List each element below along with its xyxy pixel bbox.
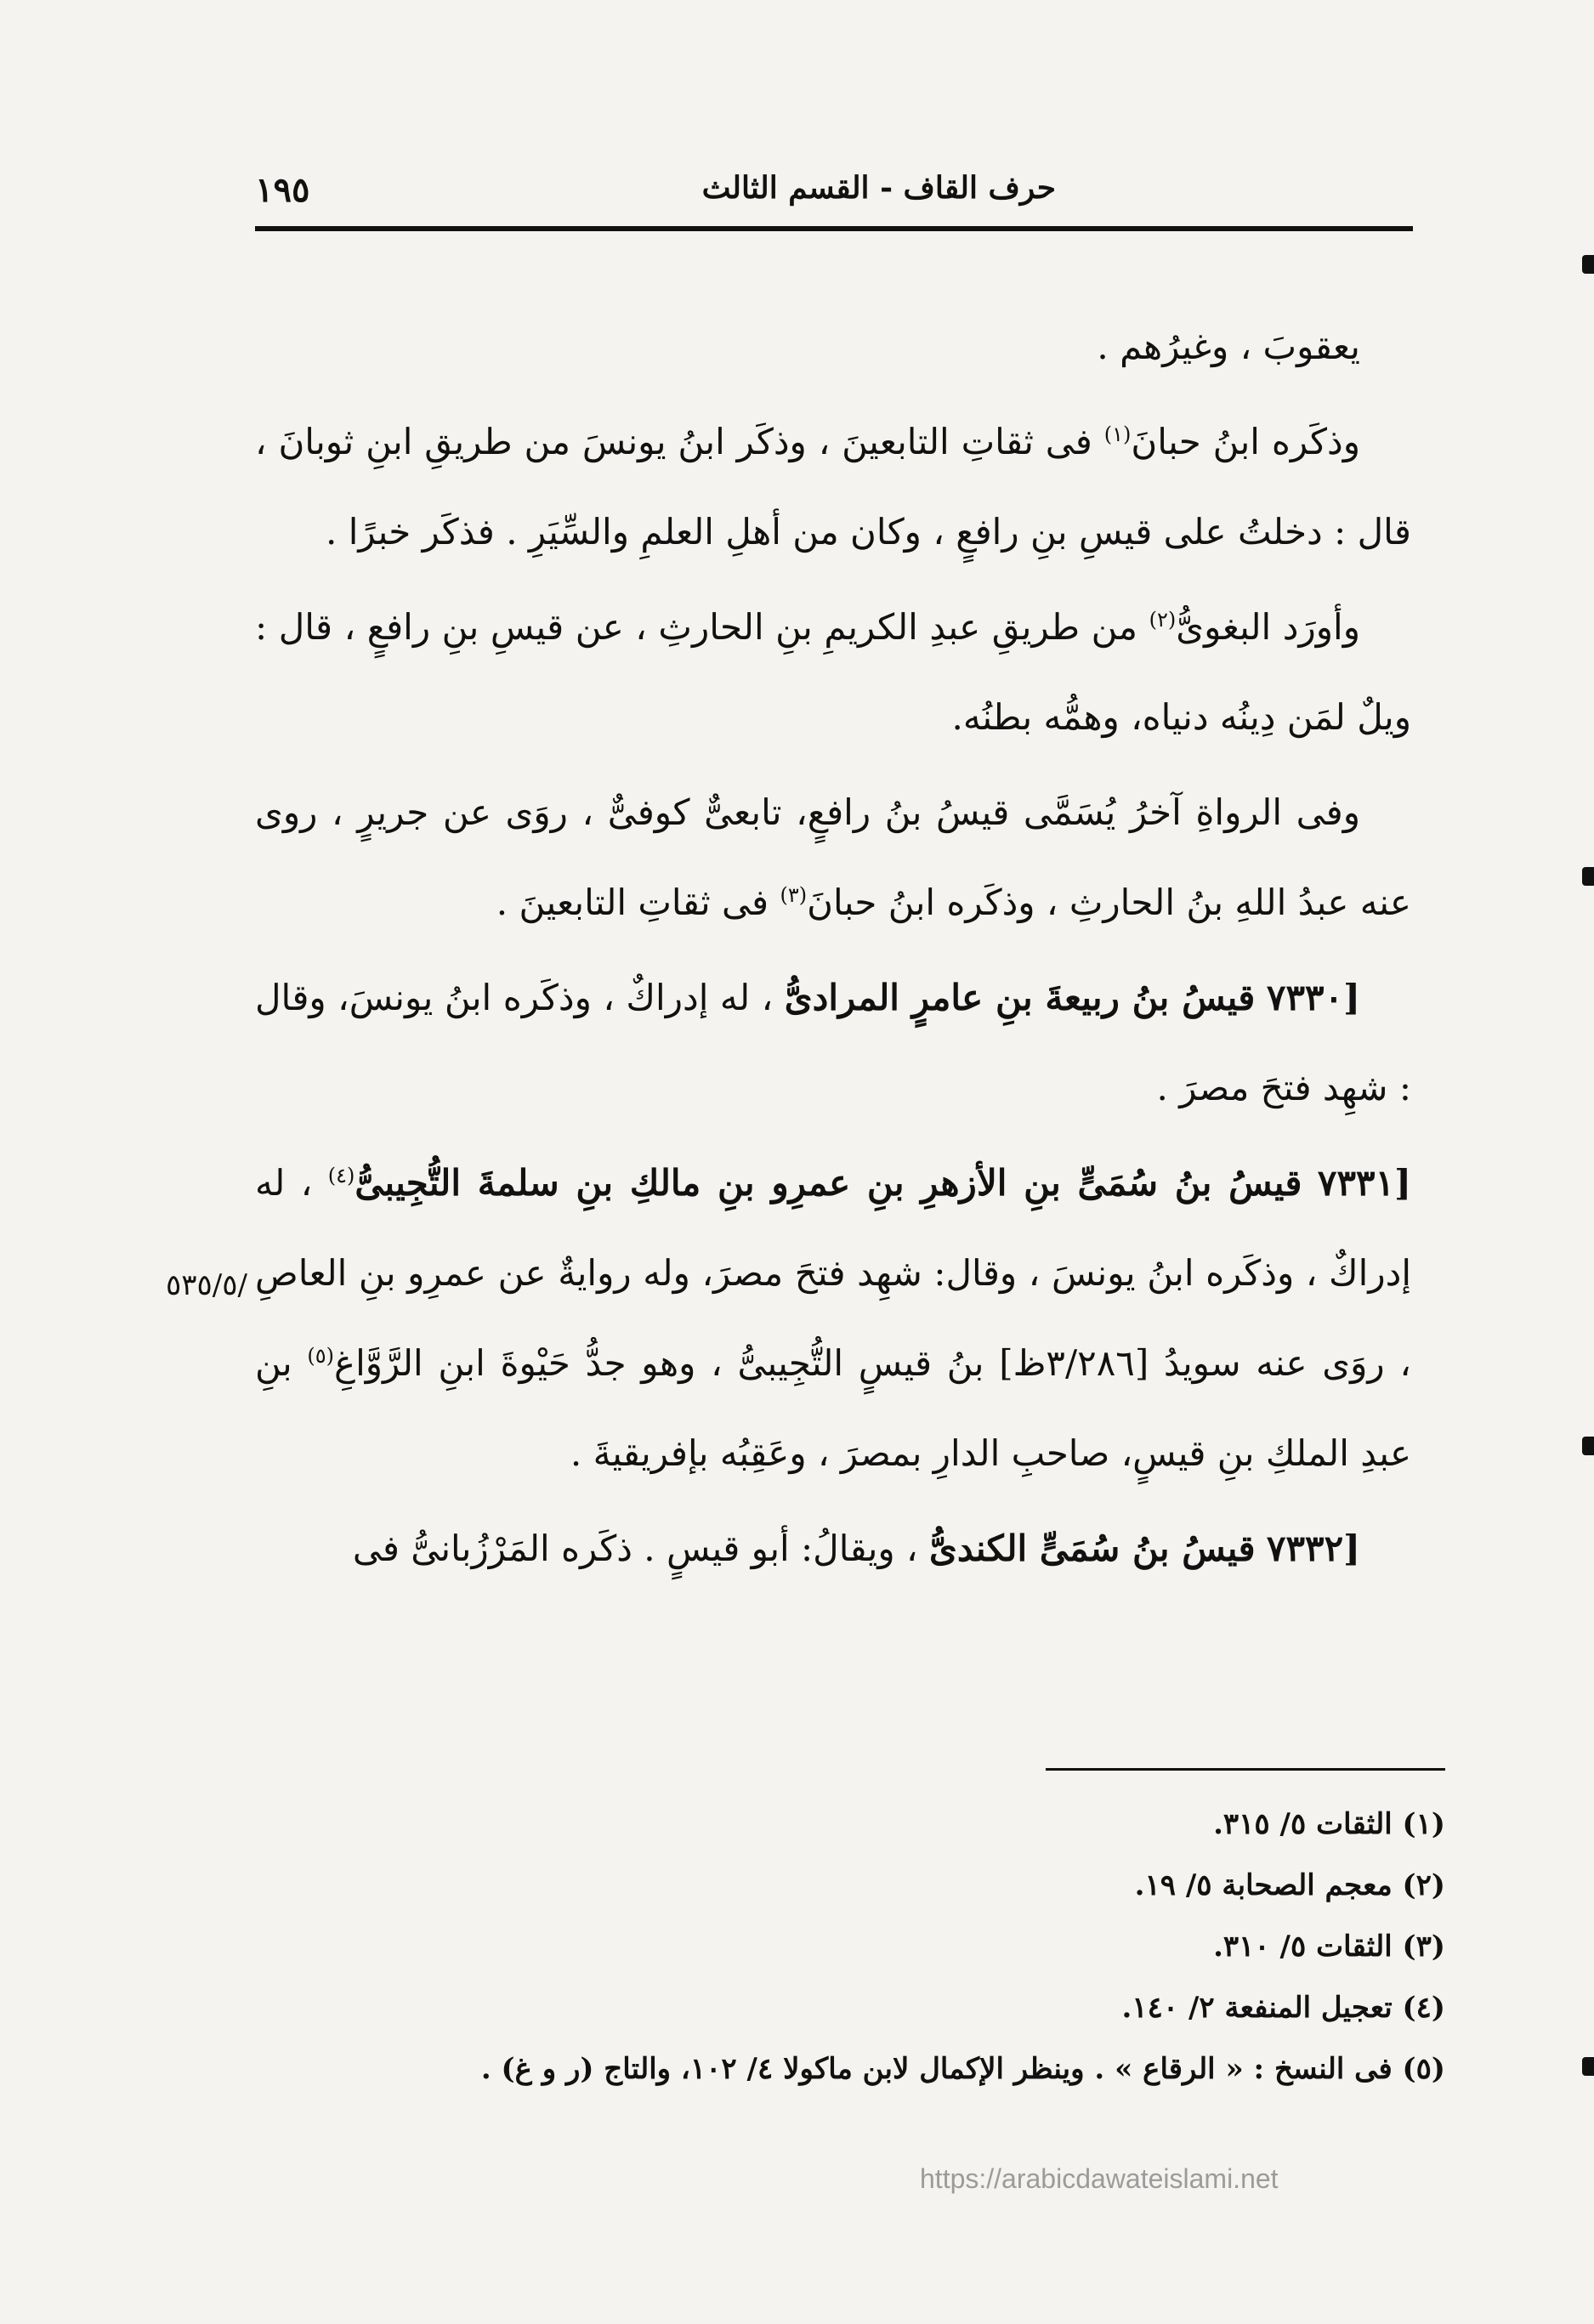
main-text — [255, 302, 1411, 1599]
page-number: ١٩٥ — [255, 170, 310, 210]
footnote-ref: (١) — [1103, 422, 1132, 446]
paragraph-text: وفى الرواةِ آخرُ يُسَمَّى قيسُ بنُ رافعٍ، تابعىٌّ كوفىٌّ ، روَى عن جريرٍ ، روى عنه عبدُ اللهِ بنُ الحارثِ ، وذكَره ابنُ حبانَ — [255, 791, 1411, 923]
paragraph-text: يعقوبَ ، وغيرُهم . — [1097, 326, 1360, 367]
paragraph — [255, 397, 1411, 577]
scan-edge-mark — [1582, 1437, 1594, 1455]
footnote-ref: (٢) — [1149, 608, 1177, 632]
margin-reference: /٥٣٥/٥ — [166, 1268, 247, 1302]
entry-text: ، له إدراكٌ ، وذكَره ابنُ يونسَ، وقال : شهِد فتحَ مصرَ . — [255, 977, 1411, 1108]
paragraph-text: وذكَره ابنُ حبانَ — [1131, 421, 1360, 462]
entry-name: قيسُ بنُ سُمَىٍّ الكندىُّ — [928, 1528, 1256, 1569]
page-header — [255, 170, 1413, 230]
entry-number: [٧٣٣٠ — [1266, 977, 1360, 1018]
footnote-ref: (٤) — [327, 1164, 355, 1188]
entry-text: بنِ عبدِ الملكِ بنِ قيسٍ، صاحبِ الدارِ بمصرَ ، وعَقِبُه بإفريقيةَ . — [255, 1342, 1411, 1474]
paragraph-text: وأورَد البغوىُّ — [1176, 606, 1360, 648]
entry-text: ، ويقالُ: أبو قيسٍ . ذكَره المَرْزُبانىُّ فى — [352, 1528, 929, 1569]
paragraph-text: من طريقِ عبدِ الكريمِ بنِ الحارثِ ، عن قيسِ بنِ رافعٍ ، قال : ويلٌ لمَن دِينُه دنياه، وهمُّه بطنُه. — [255, 606, 1411, 738]
entry-7332 — [255, 1504, 1411, 1594]
footnote: (٢) معجم الصحابة ٥/ ١٩. — [1134, 1868, 1445, 1902]
footnote-rule — [1046, 1768, 1445, 1771]
watermark-url: https://arabicdawateislami.net — [920, 2163, 1279, 2194]
entry-7330 — [255, 953, 1411, 1133]
footnote: (١) الثقات ٥/ ٣١٥. — [1213, 1807, 1445, 1841]
scan-edge-mark — [1582, 867, 1594, 886]
header-rule — [255, 226, 1413, 231]
paragraph — [255, 768, 1411, 948]
paragraph — [255, 302, 1411, 392]
paragraph-text: فى ثقاتِ التابعينَ . — [496, 881, 780, 923]
paragraph-text: فى ثقاتِ التابعينَ ، وذكَر ابنُ يونسَ من طريقِ ابنِ ثوبانَ ، قال : دخلتُ على قيسِ بنِ رافعٍ ، وكان من أهلِ العلمِ والسِّيَرِ . فذكَر خبرًا . — [255, 421, 1411, 553]
entry-number: [٧٣٣١ — [1317, 1162, 1412, 1204]
scan-edge-mark — [1582, 255, 1594, 274]
running-title: حرف القاف - القسم الثالث — [701, 170, 1056, 206]
paragraph — [255, 582, 1411, 762]
footnote-ref: (٣) — [780, 883, 808, 907]
entry-7331 — [255, 1138, 1411, 1499]
footnote: (٥) فى النسخ : « الرقاع » . وينظر الإكمال لابن ماكولا ٤/ ١٠٢، والتاج (ر و غ) . — [480, 2052, 1445, 2086]
footnote: (٤) تعجيل المنفعة ٢/ ١٤٠. — [1121, 1991, 1445, 2025]
entry-text: ، له إدراكٌ ، وذكَره ابنُ يونسَ ، وقال: شهِد فتحَ مصرَ، وله روايةٌ عن عمرِو بنِ العاصِ ، روَى عنه سويدُ [٣/٢٨٦ظ] بنُ قيسٍ التُّجِيبىُّ ، وهو جدُّ حَيْوةَ ابنِ الرَّوَّاغِ — [255, 1162, 1411, 1384]
entry-name: قيسُ بنُ ربيعةَ بنِ عامرٍ المرادىُّ — [784, 977, 1256, 1018]
entry-name: قيسُ بنُ سُمَىٍّ بنِ الأزهرِ بنِ عمرِو بنِ مالكِ بنِ سلمةَ التُّجِيبىُّ — [355, 1162, 1302, 1204]
footnote-ref: (٥) — [307, 1344, 335, 1368]
scan-edge-mark — [1582, 2057, 1594, 2076]
entry-number: [٧٣٣٢ — [1266, 1528, 1360, 1569]
footnotes — [255, 1794, 1445, 2100]
footnote: (٣) الثقات ٥/ ٣١٠. — [1213, 1930, 1445, 1964]
